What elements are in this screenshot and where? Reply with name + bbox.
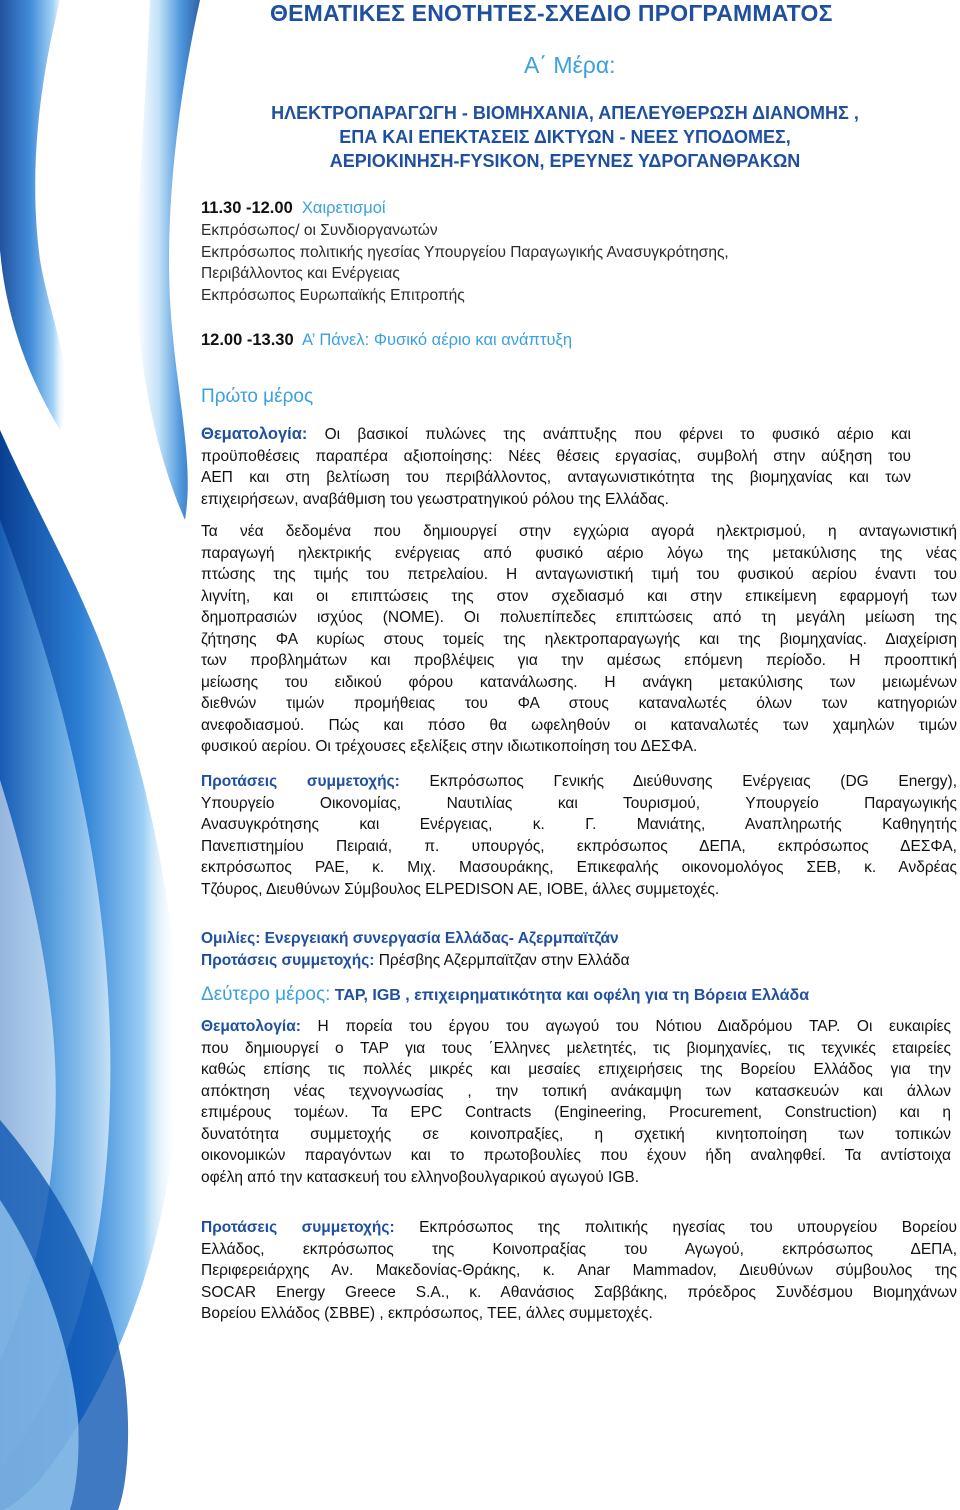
speech-block	[201, 928, 957, 971]
body-line: μείωσης του ειδικού φόρου κατανάλωσης. Η ανάγκη μετακύλισης των μειωμένων	[201, 673, 957, 691]
theme-text: καθώς επίσης τις πολλές μικρές και μεσαίες επιχειρήσεις της Βορείου Ελλάδος για την	[201, 1061, 951, 1078]
body-line: φυσικού αερίου. Οι τρέχουσες εξελίξεις στην ιδιωτικοποίηση του ΔΕΣΦΑ.	[201, 738, 698, 755]
main-title: ΘΕΜΑΤΙΚΕΣ ΕΝΟΤΗΤΕΣ-ΣΧΕΔΙΟ ΠΡΟΓΡΑΜΜΑΤΟΣ	[270, 0, 833, 26]
participants-text: Τζόυρος, Διευθύνων Σύμβουλος ELPEDISON AE, IOBE, άλλες συμμετοχές.	[201, 880, 720, 898]
subtitle	[200, 101, 930, 173]
participants-text: Πανεπιστημίου Πειραιά, π. υπουργός, εκπρόσωπος ΔΕΠΑ, εκπρόσωπος ΔΕΣΦΑ,	[201, 837, 957, 855]
participants-text: Βορείου Ελλάδος (ΣΒΒΕ) , εκπρόσωπος, ΤΕΕ, άλλες συμμετοχές.	[201, 1305, 653, 1322]
session-title: Χαιρετισμοί	[301, 199, 386, 217]
part-two-heading-row	[201, 984, 957, 1007]
theme-label: Θεματολογία:	[201, 425, 308, 443]
subtitle-line: ΕΠΑ ΚΑΙ ΕΠΕΚΤΑΣΕΙΣ ΔΙΚΤΥΩΝ - ΝΕΕΣ ΥΠΟΔΟΜΕΣ,	[339, 127, 791, 147]
part-two-heading: Δεύτερο μέρος:	[201, 984, 331, 1005]
day-title: Α΄ Μέρα:	[524, 52, 616, 78]
part-two-participants	[201, 1217, 957, 1325]
participants-text: Εκπρόσωπος της πολιτικής ηγεσίας του υπουργείου Βορείου	[419, 1219, 958, 1236]
participants-text: Πρέσβης Αζερμπαϊτζαν στην Ελλάδα	[378, 951, 630, 969]
session-time: 12.00 -13.30	[201, 331, 294, 349]
session-title: Α’ Πάνελ: Φυσικό αέριο και ανάπτυξη	[301, 331, 573, 349]
participants-text: Ανασυγκρότησης και Ενέργειας, κ. Γ. Μανιάτης, Αναπληρωτής Καθηγητής	[201, 816, 957, 833]
part-two-theme	[201, 1016, 951, 1188]
participants-label: Προτάσεις συμμετοχής:	[201, 773, 400, 790]
participants-text: Εκπρόσωπος Γενικής Διεύθυνσης Ενέργειας (DG Energy),	[429, 773, 957, 790]
participants-label: Προτάσεις συμμετοχής:	[201, 1219, 395, 1236]
theme-text: οικονομικών παραγόντων και το πρωτοβουλίες που έχουν ήδη αναληφθεί. Τα αντίστοιχα	[201, 1147, 951, 1164]
session-panel-a	[201, 328, 957, 352]
body-line: πτώσης της τιμής του πετρελαίου. Η ανταγωνιστική τιμή του φυσικού αερίου έναντι του	[201, 566, 957, 583]
theme-text: επιχειρήσεων, αναβάθμιση του γεωστρατηγικού ρόλου της Ελλάδας.	[201, 490, 669, 508]
participants-text: Ελλάδος, εκπρόσωπος της Κοινοπραξίας του Αγωγού, εκπρόσωπος ΔΕΠΑ,	[201, 1240, 957, 1258]
session-line: Εκπρόσωπος Ευρωπαϊκής Επιτροπής	[201, 286, 465, 304]
theme-text: προϋποθέσεις παραπέρα αξιοποίησης: Νέες θέσεις εργασίας, συμβολή στην αύξηση του	[201, 447, 911, 465]
theme-text: δυνατότητα συμμετοχής σε κοινοπραξίες, η σχετική κινητοποίηση των τοπικών	[201, 1125, 951, 1143]
speech-label: Ομιλίες:	[201, 930, 261, 947]
participants-text: Περιφερειάρχης Αν. Μακεδονίας-Θράκης, κ. Anar Mammadov, Διευθύνων σύμβουλος της	[201, 1262, 957, 1279]
body-line: λιγνίτη, και οι επιπτώσεις της στον σχεδιασμό και στην επικείμενη εφαρμογή των	[201, 587, 957, 605]
session-time: 11.30 -12.00	[201, 199, 293, 217]
theme-text: ΑΕΠ και στη βελτίωση του περιβάλλοντος, ανταγωνιστικότητα της βιομηχανίας και των	[201, 469, 911, 486]
session-line: Εκπρόσωπος πολιτικής ηγεσίας Υπουργείου Παραγωγικής Ανασυγκρότησης,	[201, 243, 729, 261]
subtitle-line: ΗΛΕΚΤΡΟΠΑΡΑΓΩΓΗ - ΒΙΟΜΗΧΑΝΙΑ, ΑΠΕΛΕΥΘΕΡΩΣΗ ΔΙΑΝΟΜΗΣ ,	[271, 103, 859, 123]
body-line: παραγωγή ηλεκτρικής ενέργειας από φυσικό αέριο λόγω της μετακύλισης της νέας	[201, 544, 957, 562]
participants-text: εκπρόσωπος ΡΑΕ, κ. Μιχ. Μασουράκης, Επικεφαλής οικονομολόγος ΣΕΒ, κ. Ανδρέας	[201, 859, 957, 876]
body-line: Τα νέα δεδομένα που δημιουργεί στην εγχώρια αγορά ηλεκτρισμού, η ανταγωνιστική	[201, 523, 957, 540]
theme-text: Η πορεία του έργου του αγωγού του Νότιου Διαδρόμου TAP. Οι ευκαιρίες	[317, 1018, 951, 1035]
part-one-body	[201, 521, 957, 758]
participants-text: Υπουργείο Οικονομίας, Ναυτιλίας και Τουρισμού, Υπουργείο Παραγωγικής	[201, 794, 957, 812]
speech-title: Ενεργειακή συνεργασία Ελλάδας- Αζερμπαϊτζάν	[264, 930, 619, 947]
body-line: διεθνών τιμών προμήθειας του ΦΑ στους καταναλωτές όλων των κατηγοριών	[201, 695, 957, 712]
participants-label: Προτάσεις συμμετοχής:	[201, 951, 375, 969]
part-one-participants	[201, 771, 957, 900]
theme-text: που δημιουργεί ο TAP για τους ΄Ελληνες μελετητές, τις βιομηχανίες, τις τεχνικές εταιρείες	[201, 1039, 951, 1057]
theme-text: οφέλη από την κατασκευή του ελληνοβουλγαρικού αγωγού IGB.	[201, 1168, 640, 1186]
part-two-heading-text: TAP, IGB , επιχειρηματικότητα και οφέλη για τη Βόρεια Ελλάδα	[334, 987, 810, 1004]
session-line: Εκπρόσωπος/ οι Συνδιοργανωτών	[201, 222, 438, 239]
session-line: Περιβάλλοντος και Ενέργειας	[201, 265, 400, 282]
part-one-theme	[201, 424, 911, 510]
theme-text: Οι βασικοί πυλώνες της ανάπτυξης που φέρνει το φυσικό αέριο και	[324, 426, 911, 443]
theme-text: απόκτηση νέας τεχνογνωσίας , την τοπική ανάκαμψη των κατασκευών και άλλων	[201, 1082, 951, 1100]
body-line: ανεφοδιασμού. Πώς και πόσο θα ωφεληθούν οι καταναλωτές των χαμηλών τιμών	[201, 716, 957, 734]
subtitle-line: ΑΕΡΙΟΚΙΝΗΣΗ-FYSIKON, ΕΡΕΥΝΕΣ ΥΔΡΟΓΑΝΘΡΑΚΩΝ	[329, 151, 801, 171]
theme-label: Θεματολογία:	[201, 1018, 301, 1035]
participants-text: SOCAR Energy Greece S.A., κ. Αθανάσιος Σαββάκης, πρόεδρος Συνδέσμου Βιομηχάνων	[201, 1283, 957, 1301]
body-line: των προβλημάτων και προβλέψεις για την αμέσως επόμενη περίοδο. Η προοπτική	[201, 652, 957, 669]
part-one-heading: Πρώτο μέρος	[201, 386, 314, 407]
theme-text: επιμέρους τομέων. Τα EPC Contracts (Engineering, Procurement, Construction) και η	[201, 1104, 951, 1121]
body-line: ζήτησης ΦΑ κυρίως στους τομείς της ηλεκτροπαραγωγής και της βιομηχανίας. Διαχείριση	[201, 630, 957, 648]
body-line: δημοπρασιών ισχύος (ΝΟΜΕ). Οι πολυεπίπεδες επιπτώσεις από τη μεγάλη μείωση της	[201, 609, 957, 626]
session-welcome	[201, 196, 957, 306]
